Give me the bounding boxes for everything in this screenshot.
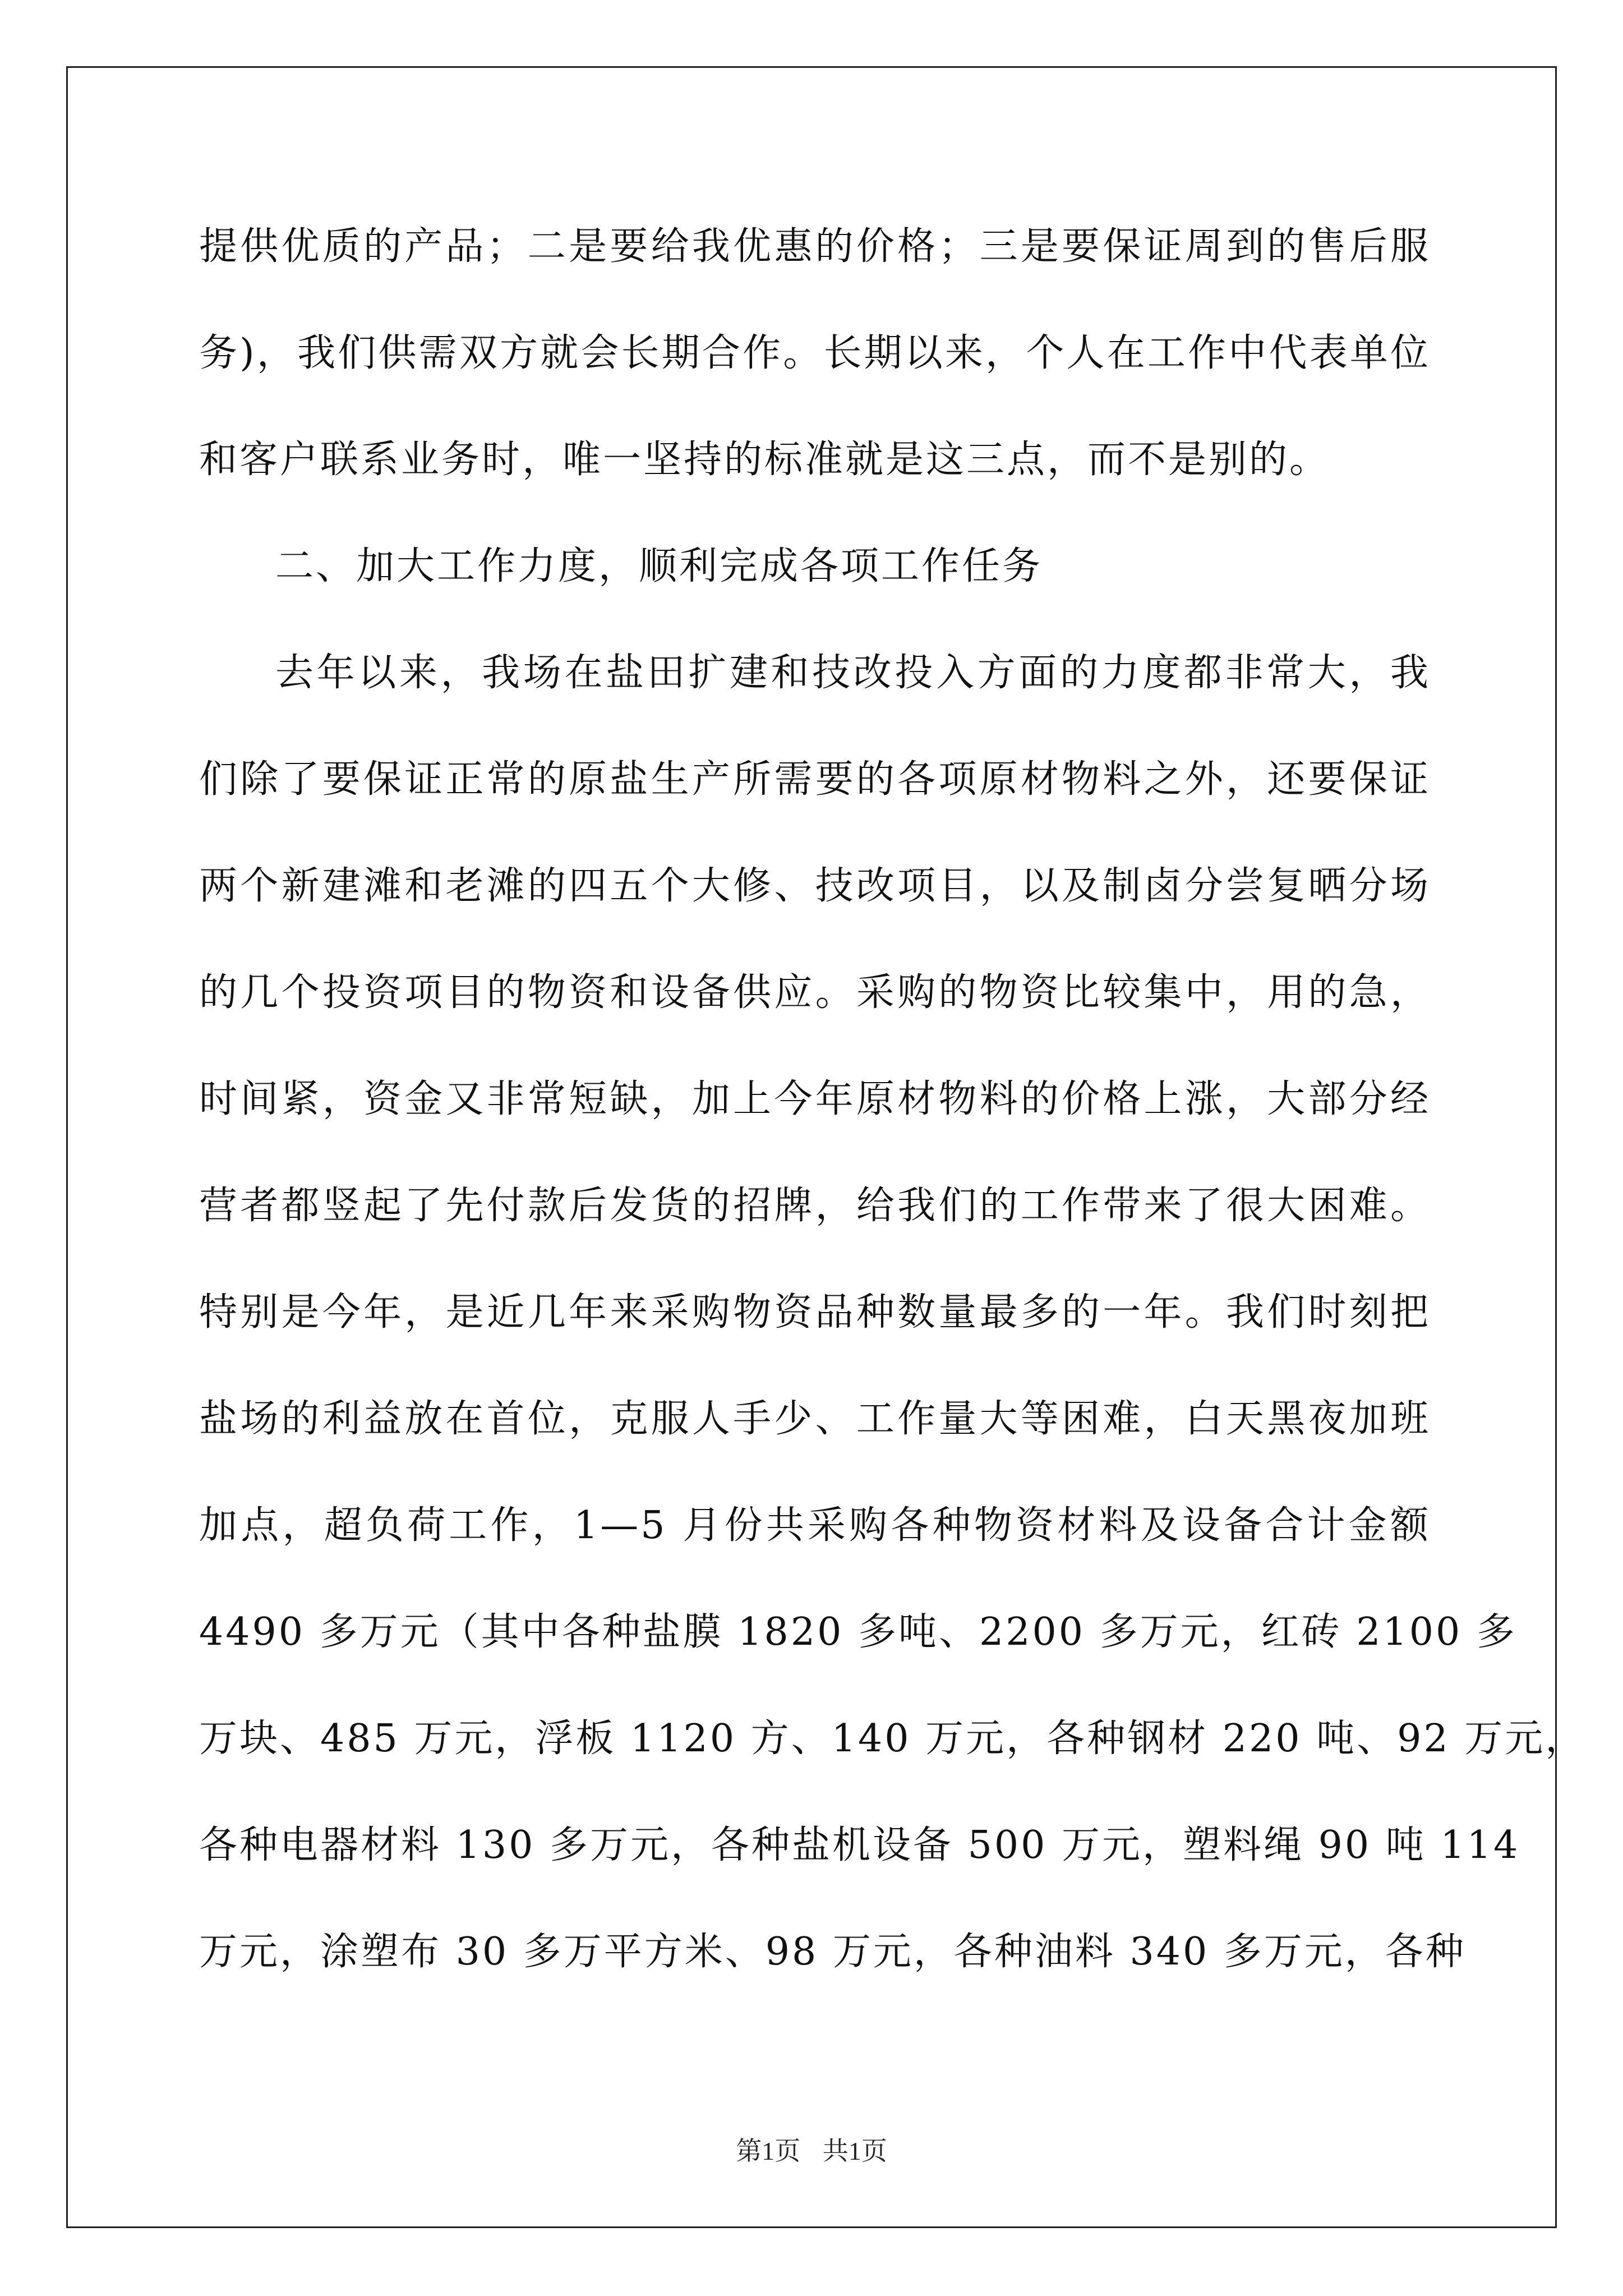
text-line: 4490 多万元（其中各种盐膜 1820 多吨、2200 多万元，红砖 2100 多 — [199, 1610, 1517, 1654]
text-line: 们除了要保证正常的原盐生产所需要的各项原材物料之外，还要保证 — [199, 757, 1431, 802]
text-line: 时间紧，资金又非常短缺，加上今年原材物料的价格上涨，大部分经 — [199, 1077, 1431, 1121]
section-heading: 二、加大工作力度，顺利完成各项工作任务 — [275, 544, 1043, 588]
page-number: 第1页 — [736, 2137, 801, 2165]
text-line: 去年以来，我场在盐田扩建和技改投入方面的力度都非常大，我 — [275, 651, 1431, 695]
text-line: 的几个投资项目的物资和设备供应。采购的物资比较集中，用的急， — [199, 970, 1431, 1015]
document-body — [199, 210, 1586, 2022]
page-footer — [0, 2131, 1623, 2168]
text-line: 特别是今年，是近几年来采购物资品种数量最多的一年。我们时刻把 — [199, 1290, 1431, 1335]
text-line: 提供优质的产品；二是要给我优惠的价格；三是要保证周到的售后服 — [199, 224, 1431, 269]
text-line: 两个新建滩和老滩的四五个大修、技改项目，以及制卤分尝复晒分场 — [199, 864, 1431, 908]
text-line: 盐场的利益放在首位，克服人手少、工作量大等困难，白天黑夜加班 — [199, 1397, 1431, 1441]
text-line: 营者都竖起了先付款后发货的招牌，给我们的工作带来了很大困难。 — [199, 1184, 1431, 1228]
text-line: 万元，涂塑布 30 多万平方米、98 万元，各种油料 340 多万元，各种 — [199, 1930, 1466, 1974]
text-line: 各种电器材料 130 多万元，各种盐机设备 500 万元，塑料绳 90 吨 114 — [199, 1823, 1520, 1867]
text-line: 万块、485 万元，浮板 1120 方、140 万元，各种钢材 220 吨、92 万元， — [199, 1717, 1586, 1761]
text-line: 加点，超负荷工作，1—5 月份共采购各种物资材料及设备合计金额 — [199, 1503, 1431, 1548]
text-line: 务)，我们供需双方就会长期合作。长期以来，个人在工作中代表单位 — [199, 331, 1431, 375]
page-total: 共1页 — [822, 2137, 887, 2165]
text-line: 和客户联系业务时，唯一坚持的标准就是这三点，而不是别的。 — [199, 438, 1330, 482]
